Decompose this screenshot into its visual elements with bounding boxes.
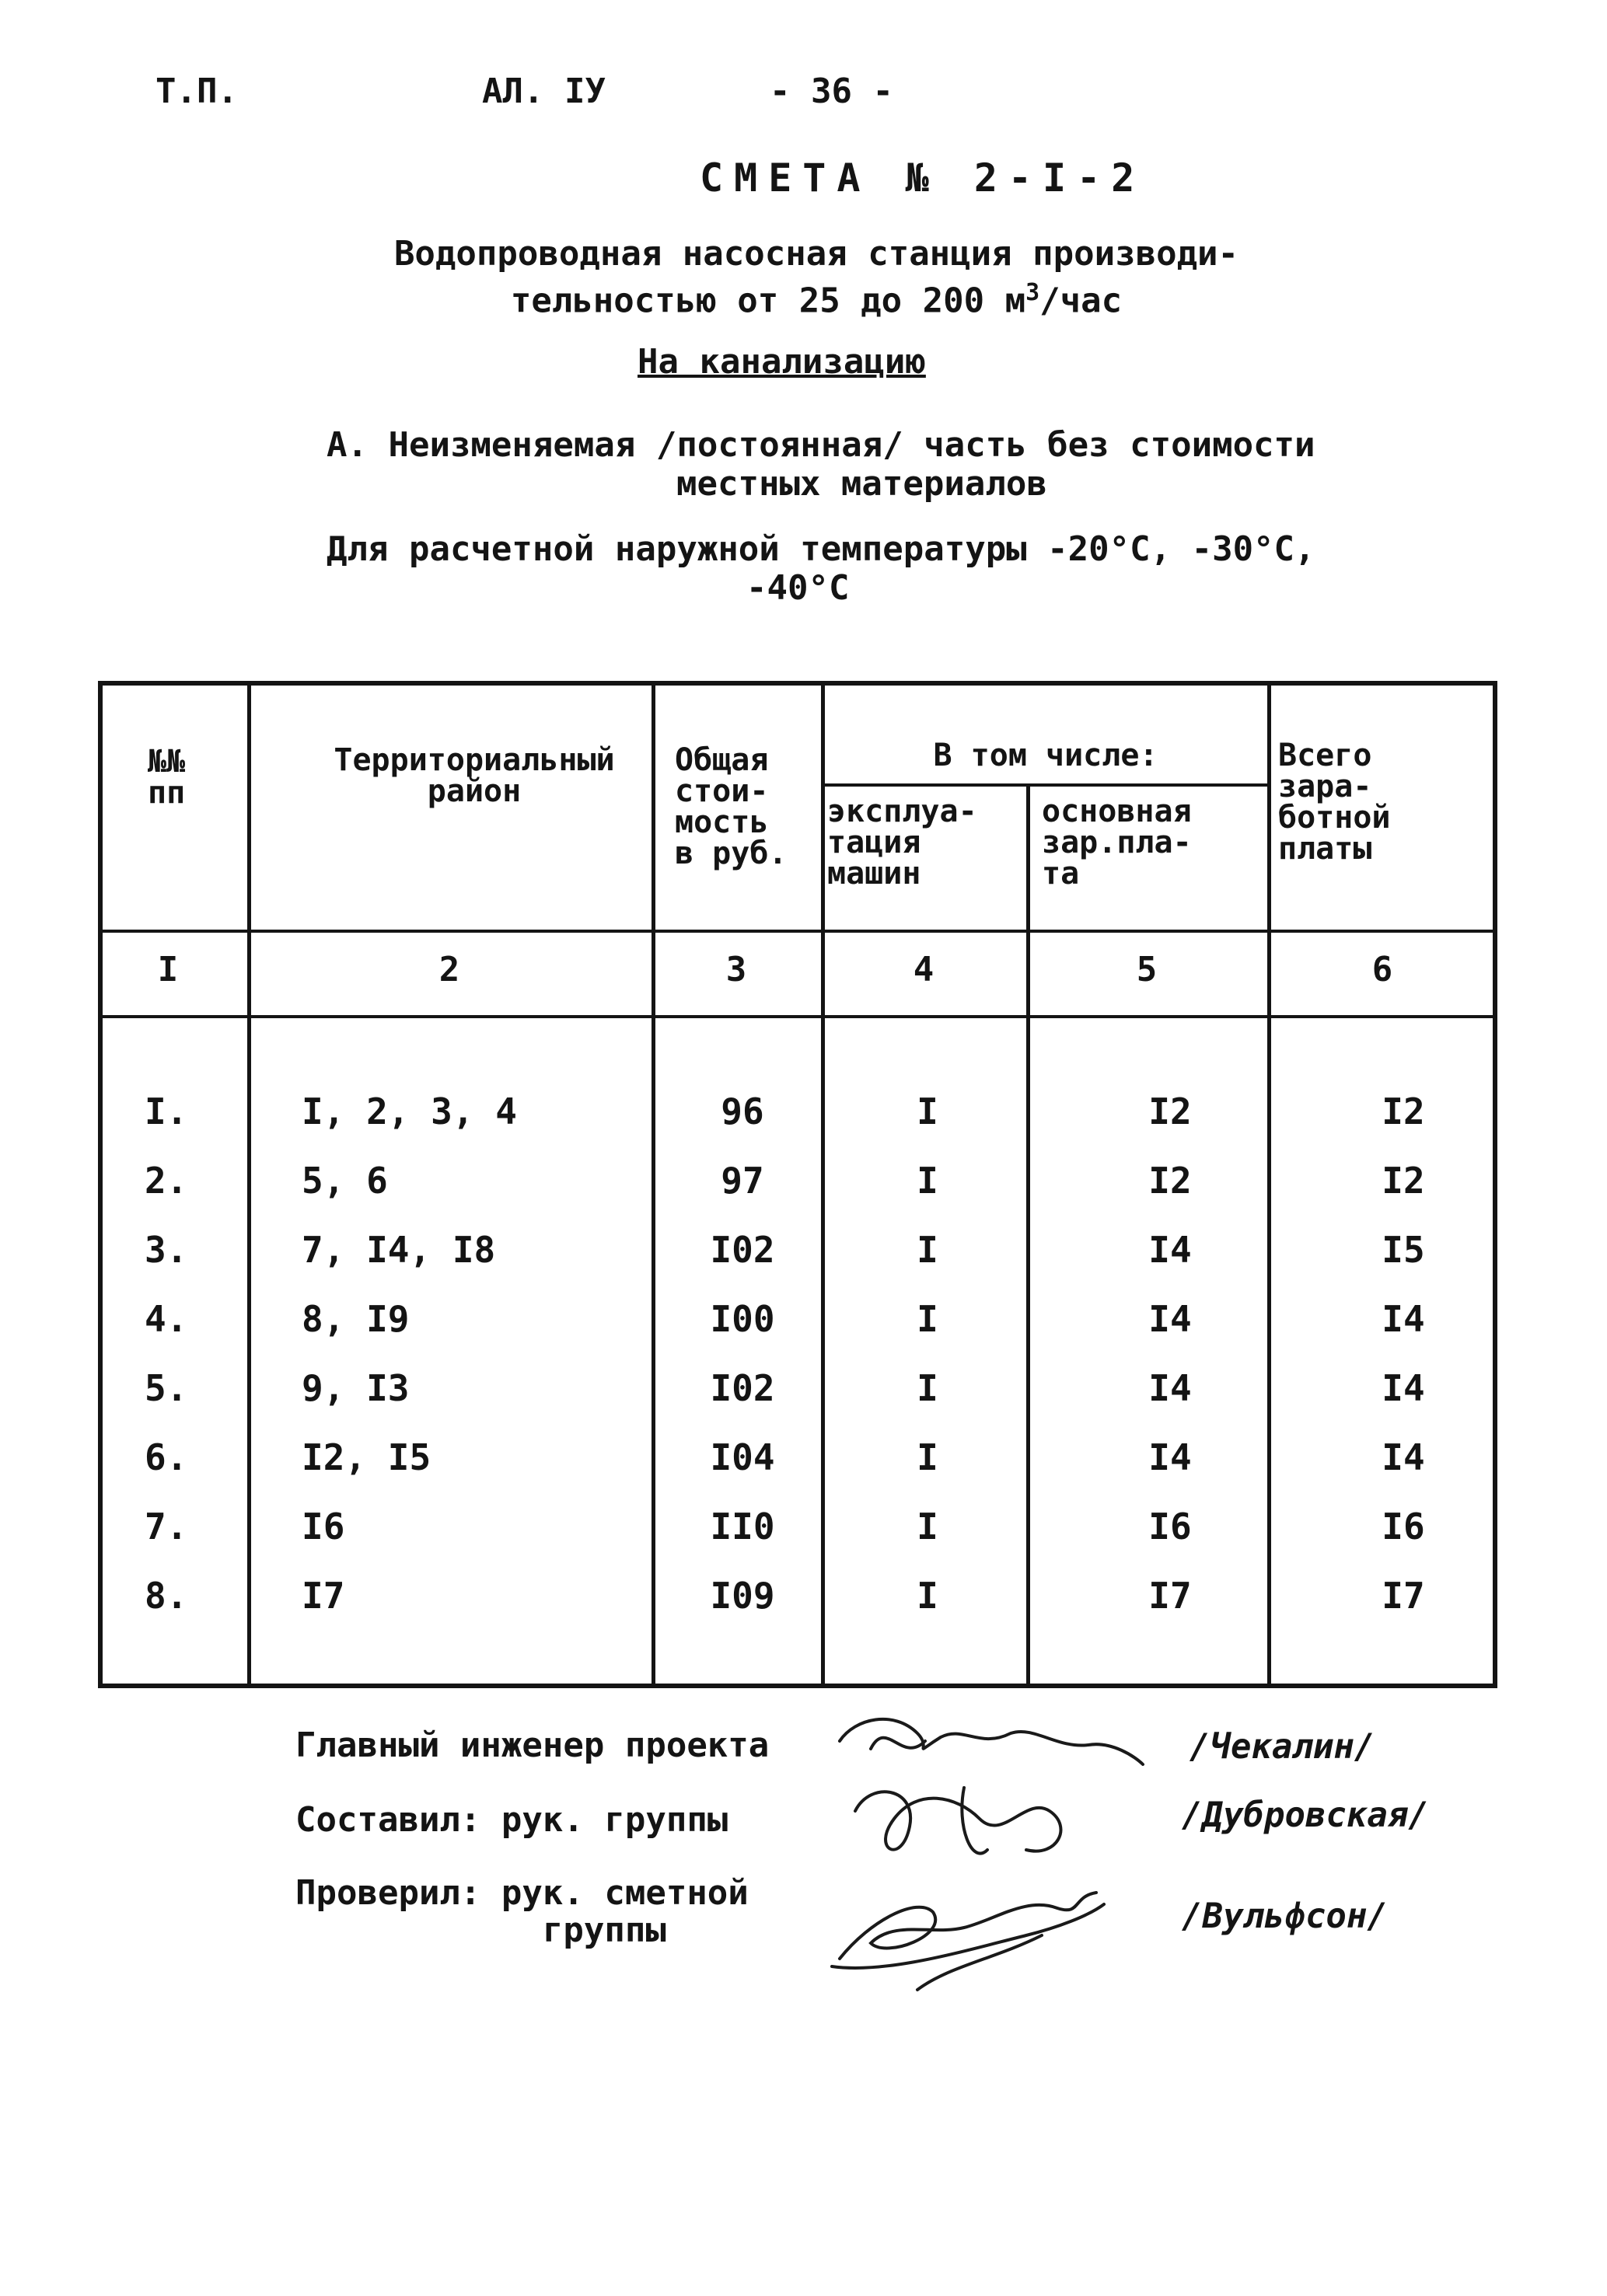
signature-stroke <box>871 1738 925 1749</box>
row-total: I04 <box>710 1436 775 1478</box>
row-exploitation: I <box>917 1090 938 1132</box>
row-district: 9, I3 <box>302 1367 410 1409</box>
colnum: 6 <box>1371 950 1393 989</box>
row-total: 97 <box>721 1160 764 1202</box>
subheader-divider <box>821 783 1270 787</box>
colnum: I <box>157 950 179 989</box>
header-district: Территориальный район <box>334 742 615 809</box>
row-no: I. <box>145 1090 188 1132</box>
row-base-pay: I2 <box>1148 1160 1192 1202</box>
row-all-pay: I4 <box>1382 1436 1425 1478</box>
doc-code: Т.П. <box>155 72 238 111</box>
header-including: В том числе: <box>933 738 1158 773</box>
row-base-pay: I4 <box>1148 1229 1192 1271</box>
row-base-pay: I4 <box>1148 1298 1192 1340</box>
row-exploitation: I <box>917 1436 938 1478</box>
row-exploitation: I <box>917 1367 938 1409</box>
colnum: 3 <box>725 950 747 989</box>
row-exploitation: I <box>917 1506 938 1548</box>
row-base-pay: I7 <box>1148 1575 1192 1617</box>
row-exploitation: I <box>917 1575 938 1617</box>
row-base-pay: I4 <box>1148 1436 1192 1478</box>
handwritten-signatures-icon <box>824 1702 1158 1998</box>
page-number: - 36 - <box>770 72 893 111</box>
subtitle-line2: тельностью от 25 до 200 $м^3$/час <box>510 279 1123 321</box>
row-no: 2. <box>145 1160 188 1202</box>
row-no: 7. <box>145 1506 188 1548</box>
section-line1: А. Неизменяемая /постоянная/ часть без стоимости <box>327 425 1315 465</box>
row-district: 5, 6 <box>302 1160 388 1202</box>
sig-label-compiled: Составил: рук. группы <box>295 1800 728 1840</box>
sig-name-compiled: /Дубровская/ <box>1182 1795 1429 1835</box>
row-total: I00 <box>710 1298 775 1340</box>
section-a <box>327 426 1415 504</box>
row-no: 4. <box>145 1298 188 1340</box>
row-no: 3. <box>145 1229 188 1271</box>
row-all-pay: I5 <box>1382 1229 1425 1271</box>
signature-stroke <box>917 1935 1042 1990</box>
row-district: 7, I4, I8 <box>302 1229 496 1271</box>
estimate-title: СМЕТА № 2-I-2 <box>700 155 1146 201</box>
row-all-pay: I6 <box>1382 1506 1425 1548</box>
header-exploitation: эксплуа- тация машин <box>827 794 977 892</box>
sig-name-checked: /Вульфсон/ <box>1182 1896 1388 1936</box>
subtitle-line1: Водопроводная насосная станция производи- <box>393 234 1239 274</box>
colnum: 2 <box>438 950 460 989</box>
row-all-pay: I4 <box>1382 1367 1425 1409</box>
row-total: I02 <box>710 1367 775 1409</box>
row-base-pay: I2 <box>1148 1090 1192 1132</box>
temperature-line1: Для расчетной наружной температуры -20°С, -30°С, <box>327 529 1315 569</box>
row-total: II0 <box>710 1506 775 1548</box>
row-all-pay: I4 <box>1382 1298 1425 1340</box>
row-no: 8. <box>145 1575 188 1617</box>
colnum: 5 <box>1136 950 1158 989</box>
temperature-line2: -40°С <box>746 568 850 608</box>
row-all-pay: I7 <box>1382 1575 1425 1617</box>
signature-stroke <box>855 1792 1060 1851</box>
row-no: 6. <box>145 1436 188 1478</box>
row-total: 96 <box>721 1090 764 1132</box>
row-exploitation: I <box>917 1229 938 1271</box>
sig-name-chief: /Чекалин/ <box>1190 1727 1375 1767</box>
header-total: Общая стои- мость в руб. <box>675 742 788 871</box>
row-district: I2, I5 <box>302 1436 431 1478</box>
row-all-pay: I2 <box>1382 1090 1425 1132</box>
temperature-note <box>327 530 1493 608</box>
colnum-divider <box>98 1015 1497 1018</box>
sewer-heading: На канализацию <box>638 342 926 382</box>
row-district: 8, I9 <box>302 1298 410 1340</box>
row-exploitation: I <box>917 1298 938 1340</box>
row-no: 5. <box>145 1367 188 1409</box>
subtitle <box>311 235 1322 321</box>
sig-label-checked: Проверил: рук. сметной группы <box>295 1873 749 1950</box>
header-base-pay: основная зар.пла- та <box>1042 794 1192 892</box>
row-exploitation: I <box>917 1160 938 1202</box>
row-district: I6 <box>302 1506 345 1548</box>
row-base-pay: I6 <box>1148 1506 1192 1548</box>
row-base-pay: I4 <box>1148 1367 1192 1409</box>
header-no: №№ пп <box>148 744 186 811</box>
row-district: I7 <box>302 1575 345 1617</box>
row-total: I09 <box>710 1575 775 1617</box>
signature-stroke <box>832 1904 1104 1968</box>
row-total: I02 <box>710 1229 775 1271</box>
colnum: 4 <box>913 950 935 989</box>
section-line2: местных материалов <box>676 464 1047 504</box>
header-divider <box>98 930 1497 933</box>
row-all-pay: I2 <box>1382 1160 1425 1202</box>
col-divider <box>652 681 655 1688</box>
header-all-pay: Всего зара- ботной платы <box>1278 738 1391 867</box>
sig-label-chief: Главный инженер проекта <box>295 1725 770 1765</box>
signature-stroke <box>840 1719 1143 1764</box>
row-district: I, 2, 3, 4 <box>302 1090 517 1132</box>
album-number: АЛ. IУ <box>482 72 606 111</box>
col-divider <box>247 681 251 1688</box>
